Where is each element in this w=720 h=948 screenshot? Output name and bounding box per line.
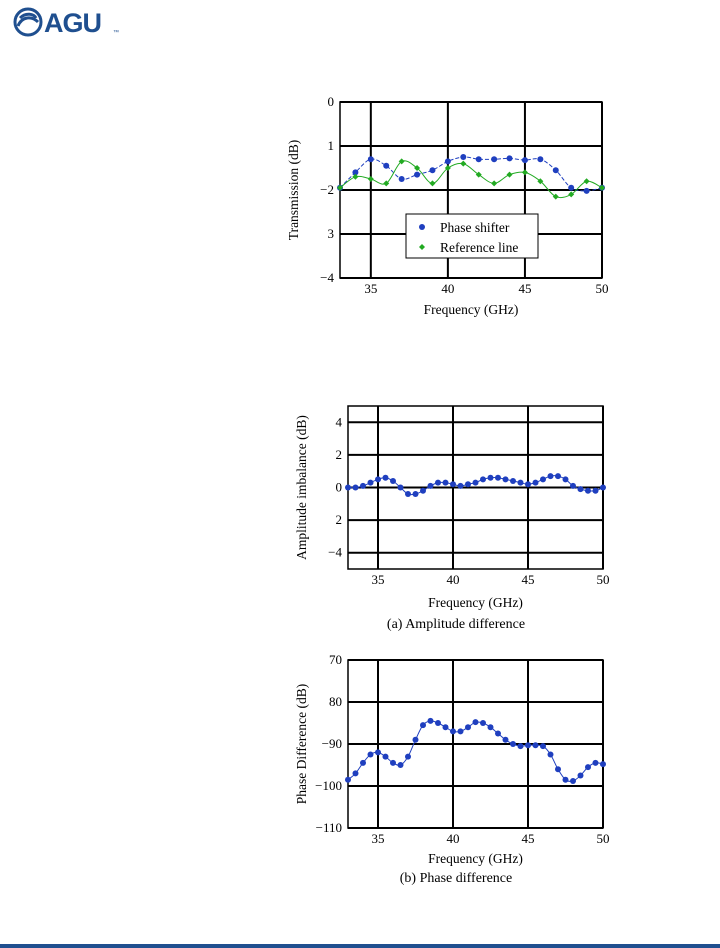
data-point: [540, 743, 546, 749]
data-point: [563, 777, 569, 783]
data-point: [399, 176, 405, 182]
data-point: [429, 167, 435, 173]
data-point: [460, 161, 466, 167]
data-point: [345, 485, 351, 491]
data-point: [458, 728, 464, 734]
y-tick-label: 70: [329, 652, 342, 667]
data-point: [533, 742, 539, 748]
data-point: [553, 167, 559, 173]
y-tick-label: −2: [320, 182, 334, 197]
y-tick-label: −110: [315, 820, 342, 835]
data-point: [503, 737, 509, 743]
svg-text:™: ™: [113, 30, 119, 36]
data-point: [518, 743, 524, 749]
data-point: [503, 476, 509, 482]
x-axis-label: Frequency (GHz): [428, 851, 523, 866]
data-point: [435, 720, 441, 726]
data-point: [522, 157, 528, 163]
data-point: [390, 478, 396, 484]
x-tick-label: 40: [446, 831, 460, 846]
data-point: [473, 719, 479, 725]
data-point: [510, 741, 516, 747]
series-line: [348, 721, 603, 782]
data-point: [491, 180, 497, 186]
amplitude-imbalance-chart: [0, 398, 720, 612]
phase-difference-chart: [0, 648, 720, 866]
y-tick-label: 0: [335, 479, 342, 495]
data-point: [507, 172, 513, 178]
data-point: [443, 480, 449, 486]
data-point: [383, 475, 389, 481]
x-tick-label: 45: [521, 831, 535, 846]
data-point: [600, 485, 606, 491]
y-tick-label: −4: [320, 270, 334, 285]
data-point: [473, 480, 479, 486]
data-point: [353, 770, 359, 776]
data-point: [429, 180, 435, 186]
x-tick-label: 50: [596, 831, 610, 846]
data-point: [548, 752, 554, 758]
y-axis-label: Phase Difference (dB): [294, 683, 309, 805]
y-axis-label: Transmission (dB): [286, 139, 301, 241]
data-point: [435, 480, 441, 486]
data-point: [491, 156, 497, 162]
data-point: [450, 481, 456, 487]
data-point: [368, 752, 374, 758]
data-point: [428, 483, 434, 489]
data-point: [360, 760, 366, 766]
data-point: [525, 742, 531, 748]
data-point: [488, 475, 494, 481]
data-point: [533, 480, 539, 486]
transmission-chart: [0, 90, 720, 320]
data-point: [398, 762, 404, 768]
data-point: [383, 163, 389, 169]
data-point: [460, 154, 466, 160]
series-line: [340, 157, 602, 191]
agu-logo: [12, 4, 122, 40]
data-point: [368, 156, 374, 162]
data-point: [476, 156, 482, 162]
data-point: [510, 478, 516, 484]
data-point: [420, 488, 426, 494]
data-point: [555, 473, 561, 479]
data-point: [465, 724, 471, 730]
data-point: [390, 760, 396, 766]
legend-label: Reference line: [440, 240, 519, 255]
data-point: [585, 764, 591, 770]
x-tick-label: 45: [521, 572, 535, 587]
data-point: [555, 766, 561, 772]
agu-logo-text: AGU: [44, 8, 101, 38]
data-point: [584, 188, 590, 194]
data-point: [522, 169, 528, 175]
y-tick-label: 3: [327, 226, 334, 241]
data-point: [360, 483, 366, 489]
data-point: [413, 491, 419, 497]
x-axis-label: Frequency (GHz): [423, 302, 519, 317]
data-point: [405, 491, 411, 497]
caption-amplitude: (a) Amplitude difference: [386, 617, 526, 632]
data-point: [495, 731, 501, 737]
legend-marker: [419, 224, 425, 230]
data-point: [465, 481, 471, 487]
data-point: [570, 778, 576, 784]
y-tick-label: 80: [329, 694, 342, 709]
y-tick-label: 2: [335, 446, 342, 462]
data-point: [345, 777, 351, 783]
data-point: [507, 155, 513, 161]
data-point: [568, 185, 574, 191]
agu-swirl-icon: [15, 9, 41, 35]
data-point: [585, 488, 591, 494]
data-point: [570, 483, 576, 489]
data-point: [525, 481, 531, 487]
x-tick-label: 35: [364, 281, 378, 296]
data-point: [450, 728, 456, 734]
x-tick-label: 40: [446, 572, 460, 587]
data-point: [537, 156, 543, 162]
data-point: [445, 158, 451, 164]
x-tick-label: 40: [441, 281, 455, 296]
legend-label: Phase shifter: [440, 220, 510, 235]
data-point: [553, 194, 559, 200]
data-point: [518, 480, 524, 486]
data-point: [593, 760, 599, 766]
y-axis-label: Amplitude imbalance (dB): [294, 415, 309, 560]
data-point: [405, 754, 411, 760]
data-point: [480, 476, 486, 482]
x-tick-label: 50: [596, 572, 610, 587]
data-point: [413, 737, 419, 743]
data-point: [368, 480, 374, 486]
data-point: [428, 718, 434, 724]
y-tick-label: 4: [335, 414, 342, 430]
data-point: [443, 724, 449, 730]
data-point: [398, 485, 404, 491]
y-tick-label: −90: [321, 736, 342, 751]
data-point: [593, 488, 599, 494]
data-point: [488, 724, 494, 730]
x-tick-label: 35: [371, 831, 385, 846]
data-point: [368, 176, 374, 182]
y-tick-label: −4: [328, 544, 342, 560]
data-point: [480, 720, 486, 726]
data-point: [414, 172, 420, 178]
data-point: [600, 761, 606, 767]
data-point: [578, 773, 584, 779]
data-point: [540, 476, 546, 482]
data-point: [353, 485, 359, 491]
y-tick-label: 0: [327, 94, 334, 109]
data-point: [375, 749, 381, 755]
data-point: [563, 476, 569, 482]
data-point: [495, 475, 501, 481]
y-tick-label: 1: [327, 138, 334, 153]
y-tick-label: 2: [335, 512, 342, 528]
x-axis-label: Frequency (GHz): [428, 595, 523, 610]
x-tick-label: 35: [371, 572, 385, 587]
x-tick-label: 45: [518, 281, 532, 296]
data-point: [458, 483, 464, 489]
data-point: [548, 473, 554, 479]
caption-phase: (b) Phase difference: [399, 871, 513, 886]
footer-rule: [0, 944, 720, 948]
data-point: [420, 722, 426, 728]
x-tick-label: 50: [595, 281, 609, 296]
data-point: [375, 476, 381, 482]
data-point: [383, 754, 389, 760]
data-point: [584, 178, 590, 184]
y-tick-label: −100: [315, 778, 342, 793]
data-point: [578, 486, 584, 492]
